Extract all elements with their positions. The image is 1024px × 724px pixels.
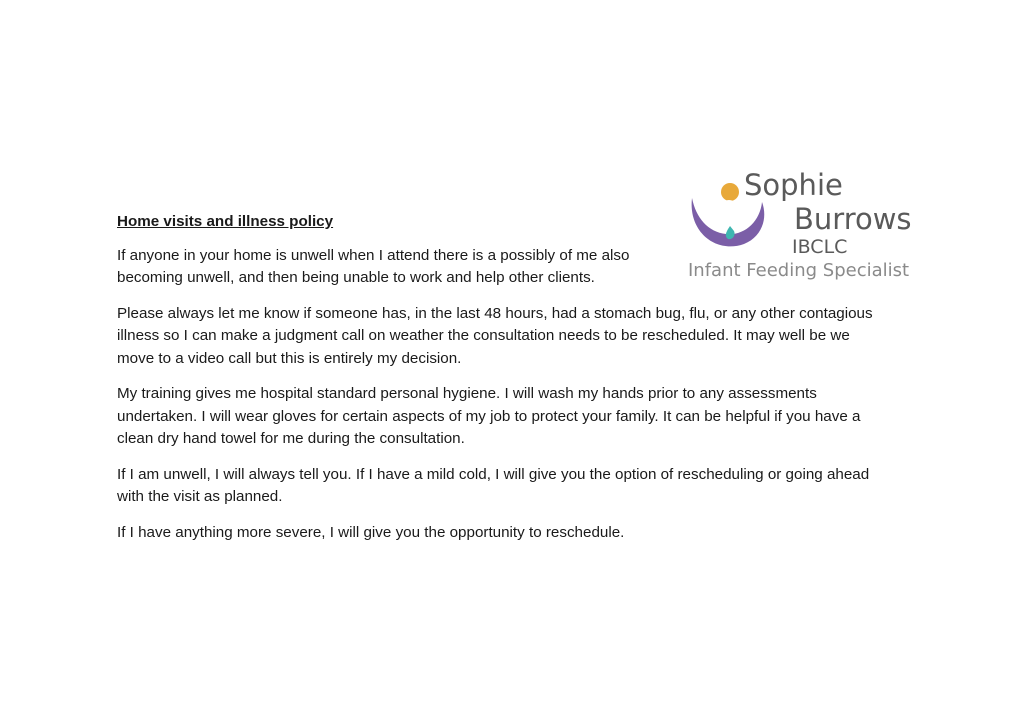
logo-first-name: Sophie xyxy=(744,168,843,202)
policy-document xyxy=(117,211,877,557)
paragraph: If anyone in your home is unwell when I attend there is a possibly of me also becoming unwell, and then being unable to work and help other clients. xyxy=(117,246,630,286)
logo-credential: IBCLC xyxy=(792,236,848,258)
paragraph: If I have anything more severe, I will give you the opportunity to reschedule. xyxy=(117,523,625,541)
logo-tagline: Infant Feeding Specialist xyxy=(688,260,910,281)
logo-last-name: Burrows xyxy=(794,202,912,236)
paragraph: My training gives me hospital standard personal hygiene. I will wash my hands prior to any assessments undertaken. I will wear gloves for certain aspects of my job to protect your family. It can be helpful if you have a clean dry hand towel for me during the consultation. xyxy=(117,385,861,447)
paragraph: Please always let me know if someone has, in the last 48 hours, had a stomach bug, flu, or any other contagious illness so I can make a judgment call on weather the consultation needs to be rescheduled. It may well be we move to a video call but this is entirely my decision. xyxy=(117,304,873,367)
document-title: Home visits and illness policy xyxy=(117,213,334,230)
paragraph: If I am unwell, I will always tell you. If I have a mild cold, I will give you the option of rescheduling or going ahead with the visit as planned. xyxy=(117,465,870,505)
